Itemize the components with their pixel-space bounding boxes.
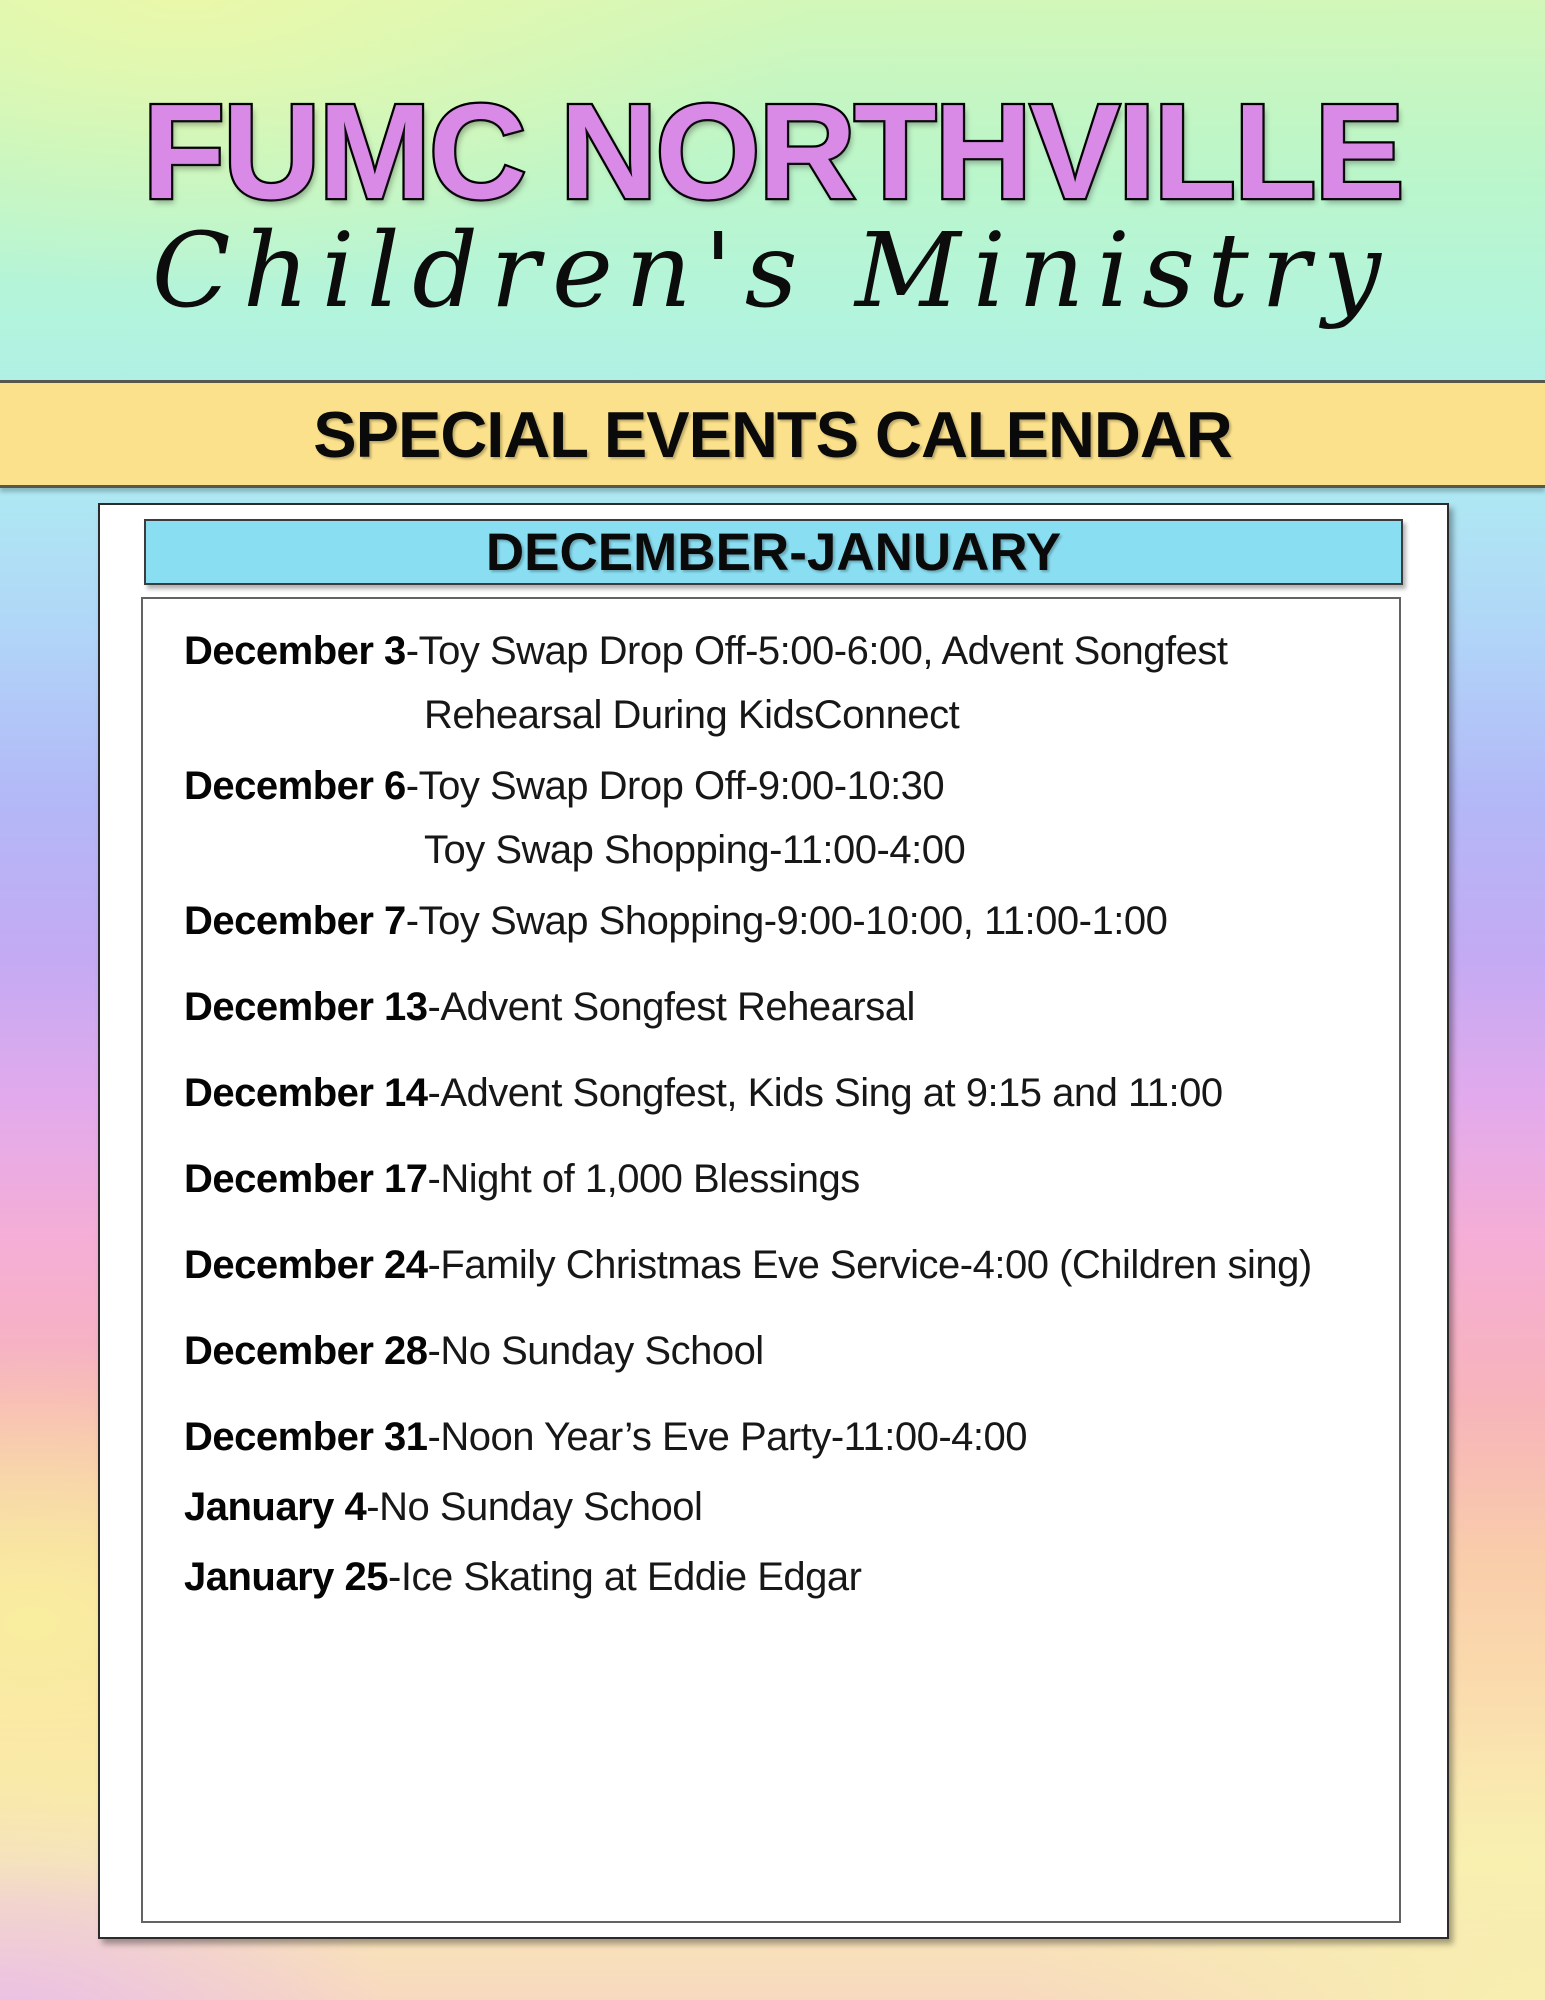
event-row xyxy=(184,889,1371,953)
event-date: December 28 xyxy=(184,1329,428,1373)
event-row xyxy=(184,1061,1371,1125)
page-title: FUMC NORTHVILLE xyxy=(142,76,1403,227)
event-row xyxy=(184,619,1371,747)
event-date: December 17 xyxy=(184,1157,428,1201)
event-description: -Toy Swap Shopping-9:00-10:00, 11:00-1:00 xyxy=(405,899,1168,943)
event-row xyxy=(184,1475,1371,1539)
event-continuation: Toy Swap Shopping-11:00-4:00 xyxy=(424,828,966,872)
page-subtitle: Children's Ministry xyxy=(151,211,1394,331)
event-date: December 31 xyxy=(184,1415,428,1459)
event-row xyxy=(184,1545,1371,1609)
event-row xyxy=(184,975,1371,1039)
event-date: December 14 xyxy=(184,1071,428,1115)
event-date: December 7 xyxy=(184,899,406,943)
month-label: DECEMBER-JANUARY xyxy=(485,522,1062,582)
event-row xyxy=(184,1319,1371,1383)
event-date: December 24 xyxy=(184,1243,428,1287)
event-description: -Advent Songfest Rehearsal xyxy=(427,985,915,1029)
event-description: -Family Christmas Eve Service-4:00 (Children sing) xyxy=(427,1243,1312,1287)
calendar-card xyxy=(98,503,1449,1939)
event-row xyxy=(184,1147,1371,1211)
event-description: -Advent Songfest, Kids Sing at 9:15 and 11:00 xyxy=(427,1071,1223,1115)
event-description: -Night of 1,000 Blessings xyxy=(427,1157,860,1201)
event-continuation: Rehearsal During KidsConnect xyxy=(424,693,960,737)
special-events-banner xyxy=(0,380,1545,488)
event-description: -Noon Year’s Eve Party-11:00-4:00 xyxy=(427,1415,1027,1459)
event-date: December 3 xyxy=(184,629,406,673)
event-date: December 6 xyxy=(184,764,406,808)
event-date: January 4 xyxy=(184,1485,367,1529)
event-description: -Toy Swap Drop Off-5:00-6:00, Advent Songfest xyxy=(405,629,1228,673)
events-list xyxy=(143,599,1399,1609)
month-header-bar xyxy=(144,519,1403,585)
event-description: -No Sunday School xyxy=(366,1485,703,1529)
event-row xyxy=(184,1405,1371,1469)
events-panel xyxy=(141,597,1401,1923)
event-description: -Toy Swap Drop Off-9:00-10:30 xyxy=(405,764,945,808)
event-description: -Ice Skating at Eddie Edgar xyxy=(388,1555,862,1599)
event-date: January 25 xyxy=(184,1555,389,1599)
event-description: -No Sunday School xyxy=(427,1329,764,1373)
banner-label: SPECIAL EVENTS CALENDAR xyxy=(313,397,1232,471)
event-row xyxy=(184,754,1371,882)
event-date: December 13 xyxy=(184,985,428,1029)
event-row xyxy=(184,1233,1371,1297)
